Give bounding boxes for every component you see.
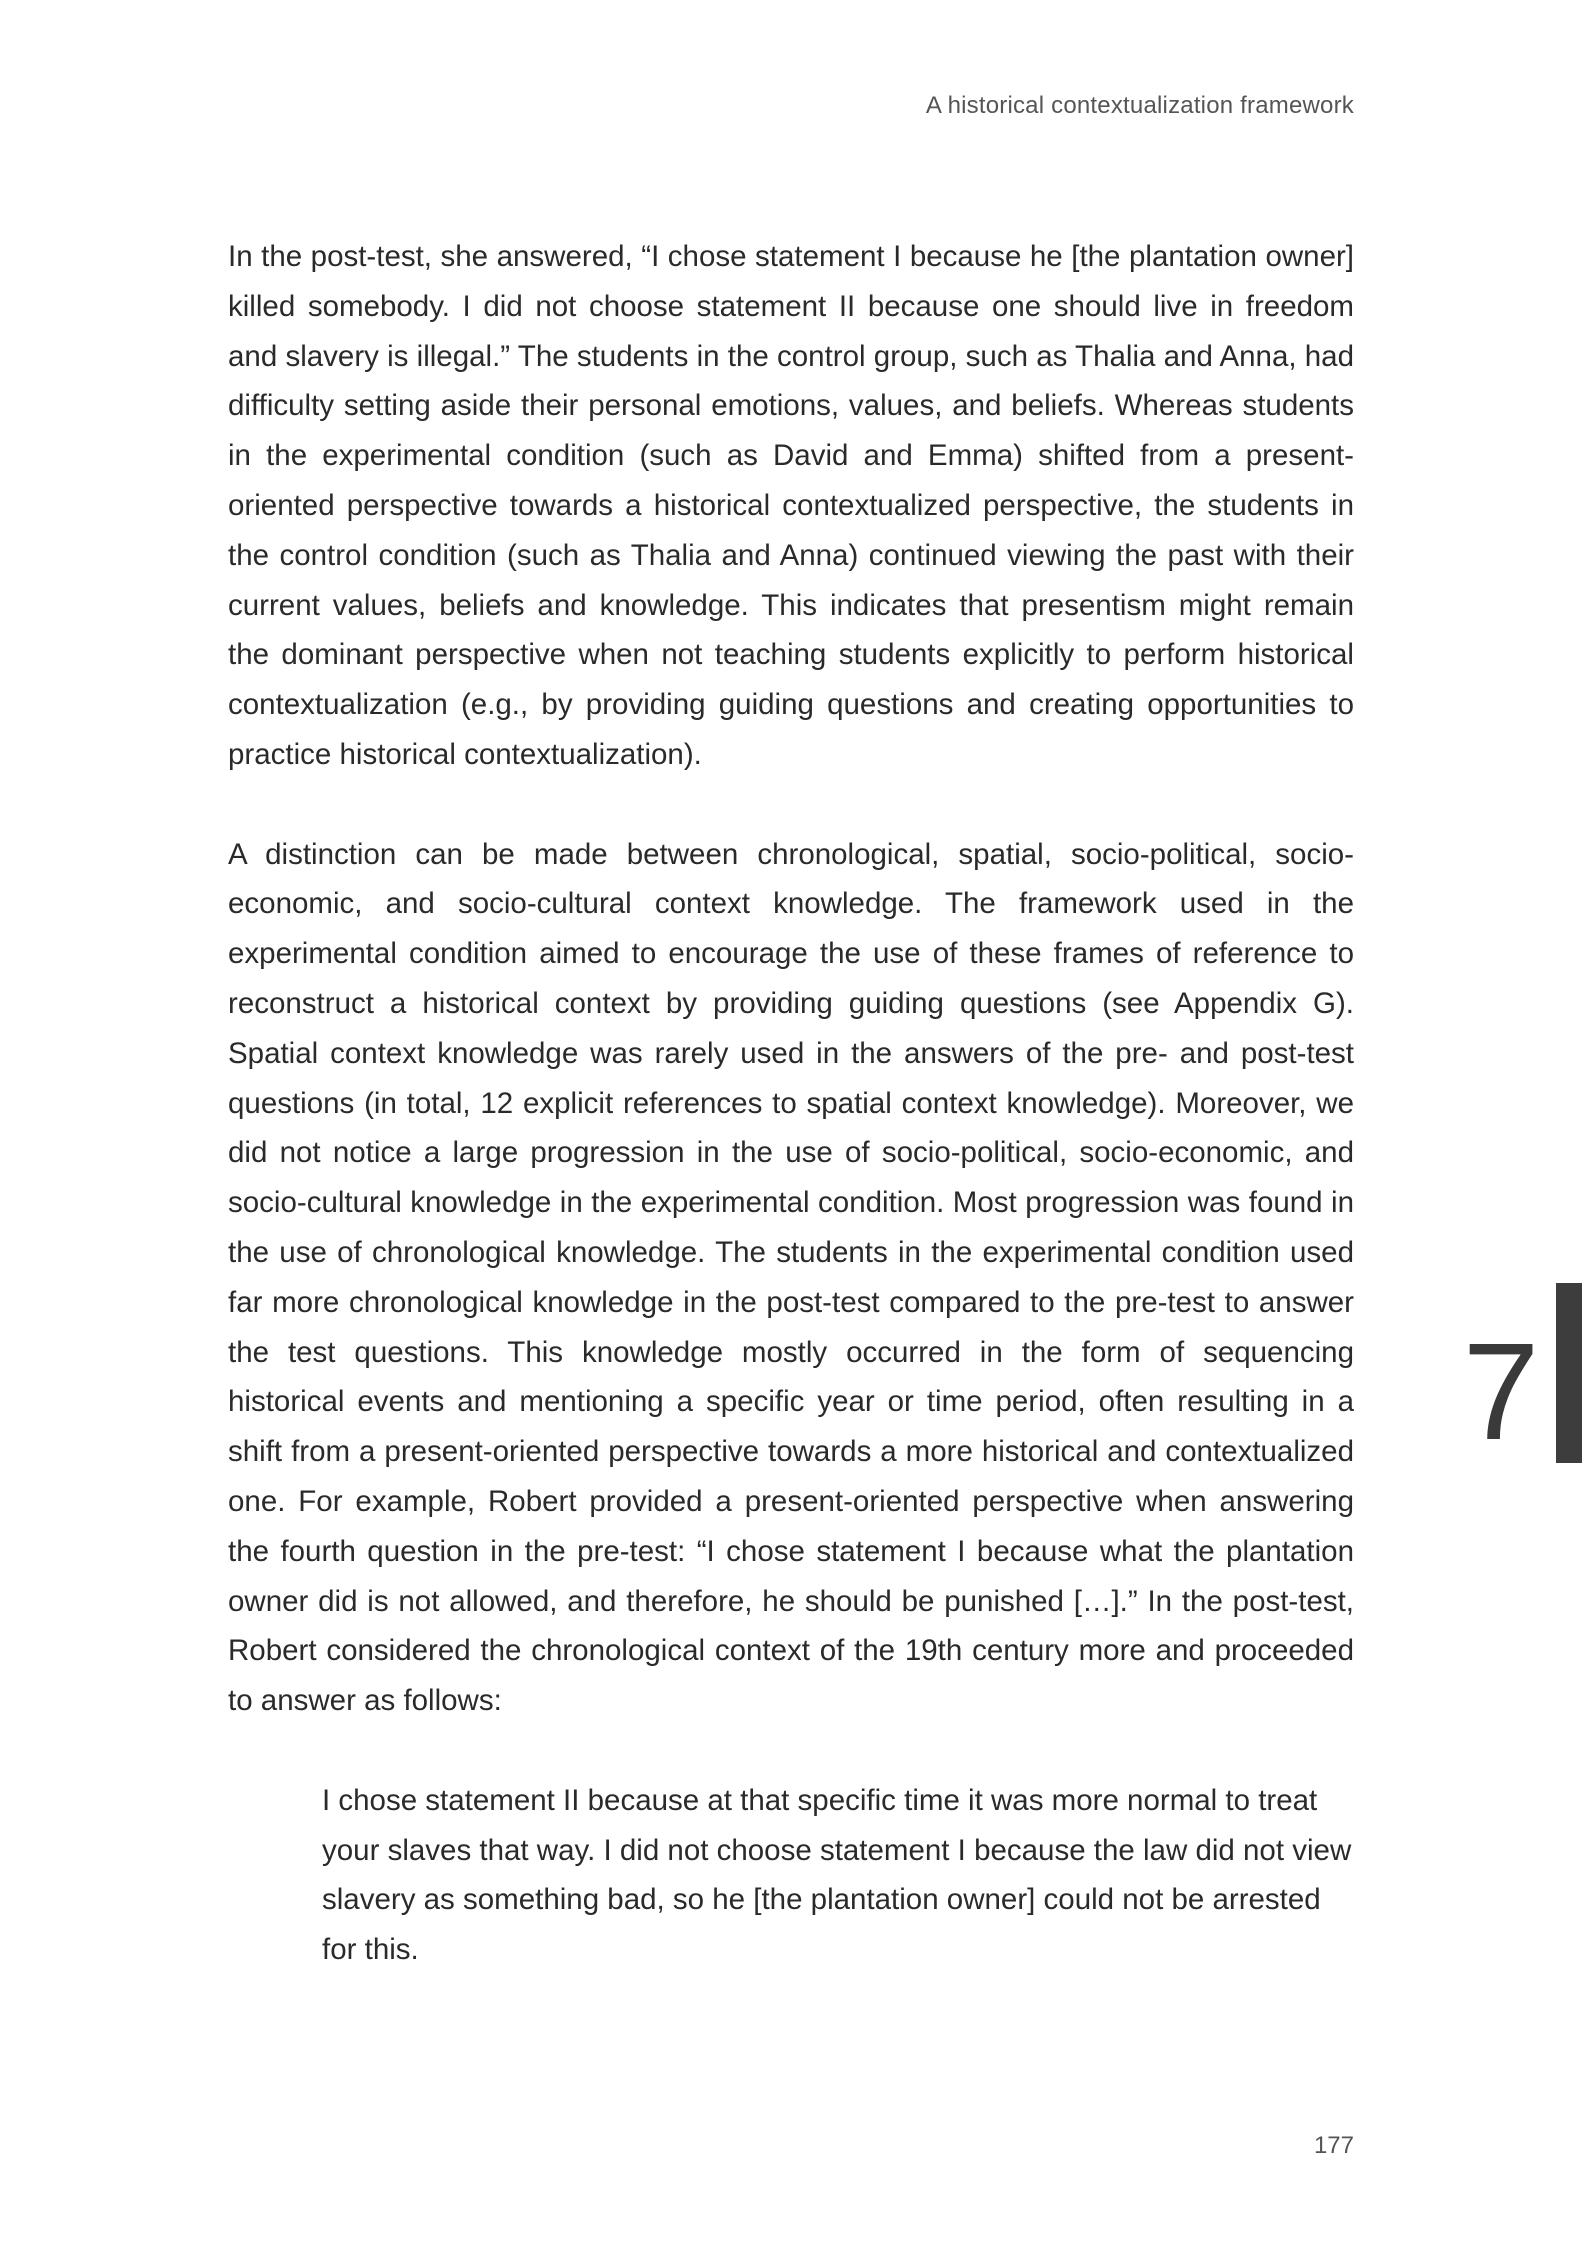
paragraph-1: In the post-test, she answered, “I chose statement I because he [the plantation owner] killed somebody. I did not choose statement II because one should live in freedom and slavery is illegal.” The students in the control group, such as Thalia and Anna, had difficulty setting aside their personal emotions, values, and beliefs. Whereas students in the experimental condition (such as David and Emma) shifted from a present-oriented perspective towards a historical contextualized perspective, the students in the control condition (such as Thalia and Anna) continued viewing the past with their current values, beliefs and knowledge. This indicates that presentism might remain the dominant perspective when not teaching students explicitly to perform historical contextualization (e.g., by providing guiding questions and creating opportunities to practice historical contextualization). [228, 240, 1354, 771]
running-header: A historical contextualization framework [925, 92, 1354, 119]
chapter-number: 7 [1462, 1315, 1540, 1469]
paragraph-2: A distinction can be made between chronological, spatial, socio-political, socio-economic, and socio-cultural context knowledge. The framework used in the experimental condition aimed to encourage the use of these frames of reference to reconstruct a historical context by providing guiding questions (see Appendix G). Spatial context knowledge was rarely used in the answers of the pre- and post-test questions (in total, 12 explicit references to spatial context knowledge). Moreover, we did not notice a large progression in the use of socio-political, socio-economic, and socio-cultural knowledge in the experimental condition. Most progression was found in the use of chronological knowledge. The students in the experimental condition used far more chronological knowledge in the post-test compared to the pre-test to answer the test questions. This knowledge mostly occurred in the form of sequencing historical events and mentioning a specific year or time period, often resulting in a shift from a present-oriented perspective towards a more historical and contextualized one. For example, Robert provided a present-oriented perspective when answering the fourth question in the pre-test: “I chose statement I because what the plantation owner did is not allowed, and therefore, he should be punished […].” In the post-test, Robert considered the chronological context of the 19th century more and proceeded to answer as follows: [228, 837, 1354, 1718]
main-text [228, 232, 1354, 2025]
chapter-tab [1556, 1283, 1582, 1463]
page-number: 177 [1313, 2132, 1354, 2159]
block-quote: I chose statement II because at that specific time it was more normal to treat your slaves that way. I did not choose statement I because the law did not view slavery as something bad, so he [the plantation owner] could not be arrested for this. [322, 1783, 1352, 1967]
